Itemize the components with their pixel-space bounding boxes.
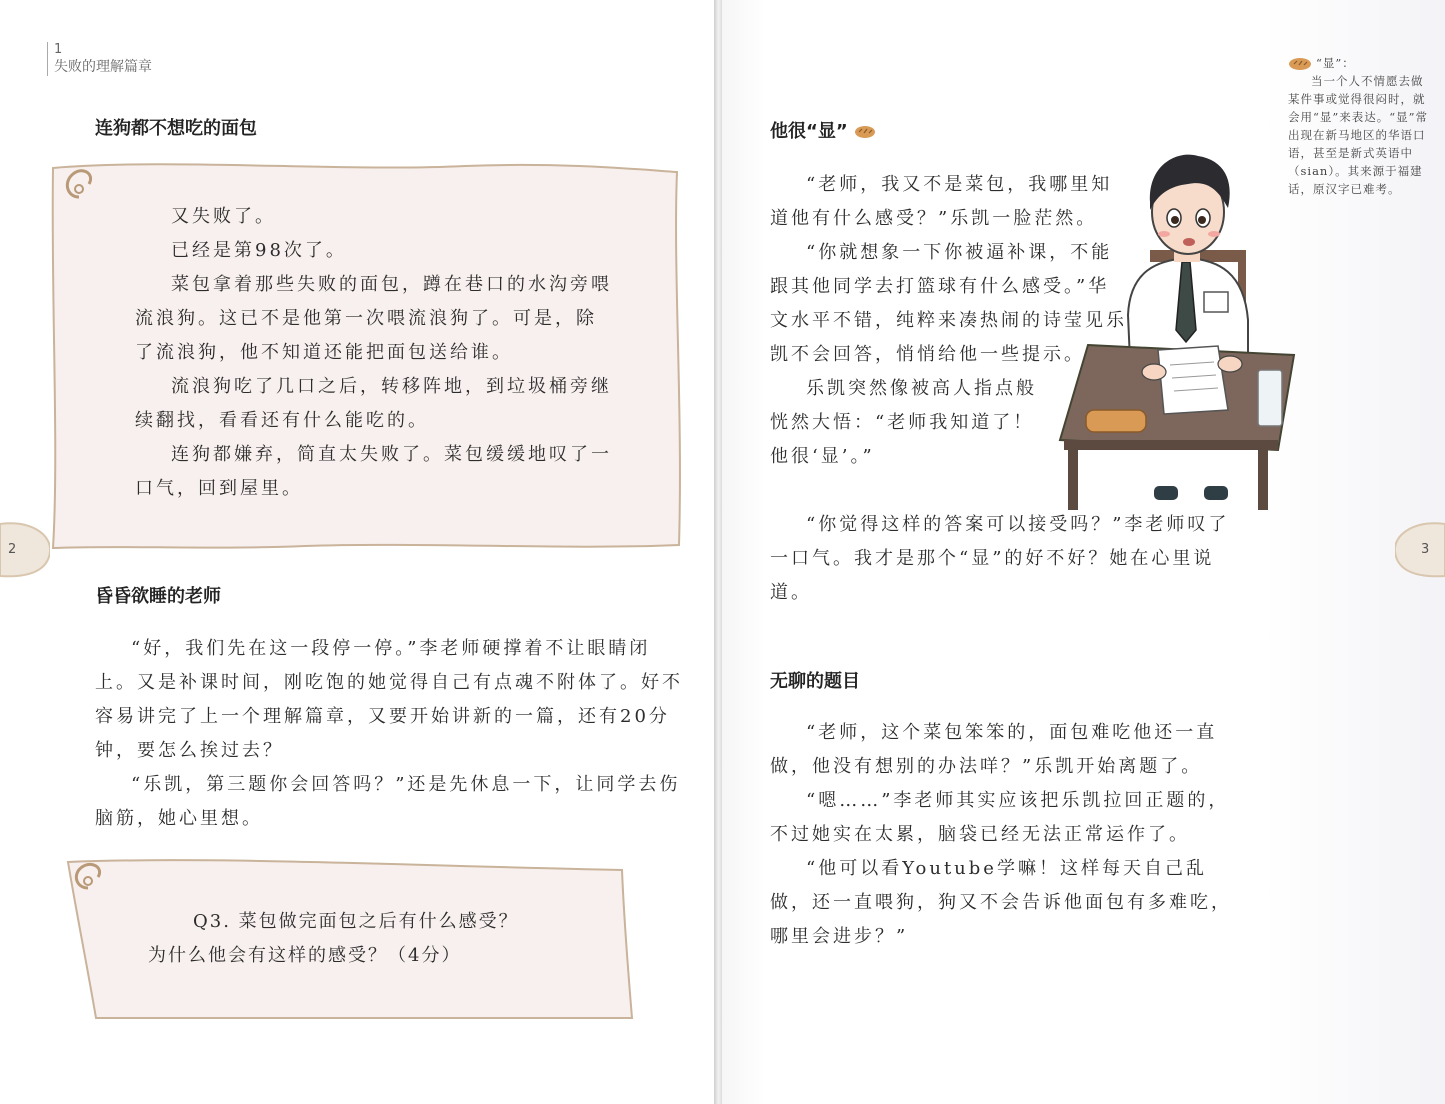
section-heading: 连狗都不想吃的面包 (95, 118, 257, 139)
paragraph: “好，我们先在这一段停一停。”李老师硬撑着不让眼睛闭上。又是补课时间，刚吃饱的她觉得自己有点魂不附体了。好不容易讲完了上一个理解篇章，又要开始讲新的一篇，还有20分钟，要怎么挨过去？ (95, 638, 683, 761)
paragraph: 菜包拿着那些失败的面包，蹲在巷口的水沟旁喂流浪狗。这已不是他第一次喂流浪狗了。可是，除了流浪狗，他不知道还能把面包送给谁。 (135, 274, 612, 363)
page-number: 2 (8, 542, 17, 557)
paper-clip-icon (49, 152, 109, 212)
page-number: 3 (1421, 542, 1430, 557)
paper-clip-icon (62, 850, 112, 900)
paragraph: “老师，这个菜包笨笨的，面包难吃他还一直做，他没有想别的办法咩？”乐凯开始离题了。 (770, 722, 1218, 777)
question-line: 为什么他会有这样的感受？（4分） (148, 945, 462, 966)
paragraph: 流浪狗吃了几口之后，转移阵地，到垃圾桶旁继续翻找，看看还有什么能吃的。 (135, 376, 612, 431)
section-heading: 无聊的题目 (770, 671, 860, 692)
story-text (770, 168, 1130, 474)
story-text (770, 716, 1245, 954)
section-heading (770, 117, 876, 143)
paragraph: “他可以看Youtube学嘛！这样每天自己乱做，还一直喂狗，狗又不会告诉他面包有多难吃，哪里会进步？” (770, 858, 1232, 947)
chapter-number: 1 (54, 42, 63, 57)
story-note-card (45, 150, 685, 560)
section-heading: 昏昏欲睡的老师 (95, 586, 221, 607)
glossary-body: 当一个人不情愿去做某件事或觉得很闷时，就会用“显”来表达。“显”常出现在新马地区的华语口语，甚至是新式英语中（sian）。其来源于福建话，原汉字已难考。 (1288, 74, 1429, 196)
question-card (62, 850, 642, 1020)
paragraph: 又失败了。 (171, 206, 276, 227)
page-number-tab (1395, 520, 1445, 580)
glossary-term: “显”： (1316, 56, 1355, 70)
paragraph: 连狗都嫌弃，简直太失败了。菜包缓缓地叹了一口气，回到屋里。 (135, 444, 612, 499)
chapter-title: 失败的理解篇章 (54, 59, 152, 75)
question-line: Q3. 菜包做完面包之后有什么感受？ (193, 911, 519, 932)
paragraph: “嗯……”李老师其实应该把乐凯拉回正题的，不过她实在太累，脑袋已经无法正常运作了。 (770, 790, 1230, 845)
story-text (770, 508, 1230, 610)
section-heading-text: 他很“显” (770, 121, 848, 142)
story-text (135, 200, 615, 506)
paragraph: “你觉得这样的答案可以接受吗？”李老师叹了一口气。我才是那个“显”的好不好？她在心里说道。 (770, 514, 1230, 603)
story-text (95, 632, 685, 836)
question-text (148, 905, 628, 973)
bread-icon (1395, 520, 1445, 580)
paragraph: 已经是第98次了。 (171, 240, 347, 261)
glossary-note (1288, 54, 1428, 198)
bread-icon (854, 125, 876, 139)
paragraph: “老师，我又不是菜包，我哪里知道他有什么感受？”乐凯一脸茫然。 (770, 174, 1113, 229)
running-head (47, 42, 152, 76)
paragraph: 乐凯突然像被高人指点般恍然大悟：“老师我知道了！他很‘显’。” (770, 378, 1037, 467)
paragraph: “乐凯，第三题你会回答吗？”还是先休息一下，让同学去伤脑筋，她心里想。 (95, 774, 681, 829)
page-number-tab (0, 520, 50, 580)
paragraph: “你就想象一下你被逼补课，不能跟其他同学去打篮球有什么感受。”华文水平不错，纯粹来凑热闹的诗莹见乐凯不会回答，悄悄给他一些提示。 (770, 242, 1127, 365)
bread-icon (1288, 57, 1312, 71)
left-page (0, 0, 718, 1104)
